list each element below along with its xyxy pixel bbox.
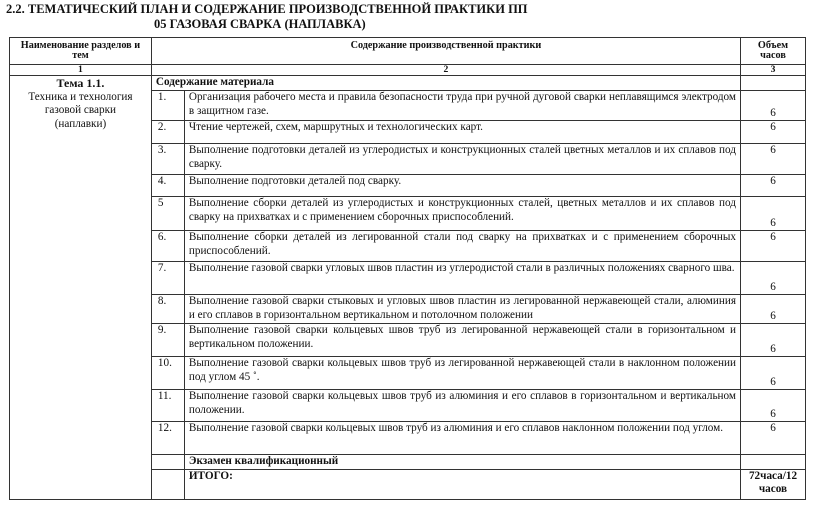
topic-line: (наплавки) (54, 117, 107, 130)
row-text: Организация рабочего места и правила безопасности труда при ручной дуговой сварки неплавящимся электродом в защитном газе. (184, 91, 740, 121)
row-hours: 6 (741, 422, 806, 455)
row-hours: 6 (741, 262, 806, 295)
column-number-row (10, 65, 806, 76)
row-number: 11. (151, 390, 184, 422)
header-col-content: Содержание производственной практики (151, 38, 740, 65)
row-text: Выполнение подготовки деталей под сварку. (184, 175, 740, 197)
row-text: Выполнение газовой сварки кольцевых швов труб из легированной нержавеющей стали в горизонтальном и вертикальном положении. (184, 324, 740, 357)
title-line-2: 05 ГАЗОВАЯ СВАРКА (НАПЛАВКА) (154, 17, 366, 31)
header-col-sections: Наименование разделов и тем (10, 38, 152, 65)
topic-cell (10, 76, 152, 500)
row-text: Выполнение подготовки деталей из углеродистых и конструкционных сталей цветных металлов и их сплавов под сварку. (184, 144, 740, 175)
row-number: 3. (151, 144, 184, 175)
document-title (6, 2, 528, 32)
topic-line: Техника и технология (28, 90, 133, 103)
row-number: 5 (151, 197, 184, 231)
row-number: 2. (151, 121, 184, 144)
row-hours: 6 (741, 357, 806, 390)
row-text: Выполнение газовой сварки кольцевых швов труб из легированной нержавеющей стали в наклонном положении под углом 45 ˚. (184, 357, 740, 390)
row-number: 1. (151, 91, 184, 121)
header-col-hours (741, 38, 806, 65)
row-text: Выполнение газовой сварки угловых швов пластин из углеродистой стали в различных положениях сварного шва. (184, 262, 740, 295)
row-number: 4. (151, 175, 184, 197)
topic-line: газовой сварки (44, 104, 117, 116)
row-hours: 6 (741, 324, 806, 357)
row-hours: 6 (741, 197, 806, 231)
row-hours: 6 (741, 121, 806, 144)
total-label: ИТОГО: (184, 469, 740, 499)
row-hours: 6 (741, 175, 806, 197)
row-number: 6. (151, 231, 184, 262)
row-text: Выполнение газовой сварки кольцевых швов труб из алюминия и его сплавов в горизонтальном и вертикальном положении. (184, 390, 740, 422)
topic-title: Тема 1.1. (56, 76, 105, 90)
row-hours: 6 (741, 390, 806, 422)
row-number: 8. (151, 295, 184, 324)
header-col-hours-line-2: часов (760, 50, 786, 61)
content-header-row (10, 76, 806, 91)
row-text: Выполнение сборки деталей из легированной стали под сварку на прихватках и с применением сборочных приспособлений. (184, 231, 740, 262)
total-hours: 72часа/12 часов (741, 469, 806, 499)
column-number: 2 (151, 65, 740, 76)
column-number: 1 (10, 65, 152, 76)
exam-number-empty (151, 455, 184, 470)
row-text: Выполнение газовой сварки стыковых и угловых швов пластин из легированной нержавеющей стали, алюминия и его сплавов в горизонтальном вертикальном и потолочном положении (184, 295, 740, 324)
hours-cell-empty (741, 76, 806, 91)
row-hours: 6 (741, 295, 806, 324)
title-line-1: 2.2. ТЕМАТИЧЕСКИЙ ПЛАН И СОДЕРЖАНИЕ ПРОИЗВОДСТВЕННОЙ ПРАКТИКИ ПП (6, 2, 528, 16)
exam-hours-empty (741, 455, 806, 470)
header-col-hours-line-1: Объем (757, 39, 789, 51)
total-number-empty (151, 469, 184, 499)
row-text: Выполнение сборки деталей из углеродистых и конструкционных сталей, цветных металлов и их сплавов под сварку на прихватках и с применением сборочных приспособлений. (184, 197, 740, 231)
content-header: Содержание материала (151, 76, 740, 91)
exam-label: Экзамен квалификационный (184, 455, 740, 470)
table-header-row (10, 38, 806, 65)
row-number: 7. (151, 262, 184, 295)
column-number: 3 (741, 65, 806, 76)
row-text: Чтение чертежей, схем, маршрутных и технологических карт. (184, 121, 740, 144)
row-number: 12. (151, 422, 184, 455)
row-hours: 6 (741, 144, 806, 175)
row-hours: 6 (741, 231, 806, 262)
row-text: Выполнение газовой сварки кольцевых швов труб из алюминия и его сплавов наклонном положении под углом. (184, 422, 740, 455)
row-number: 9. (151, 324, 184, 357)
practice-table (9, 37, 806, 500)
row-hours: 6 (741, 91, 806, 121)
row-number: 10. (151, 357, 184, 390)
